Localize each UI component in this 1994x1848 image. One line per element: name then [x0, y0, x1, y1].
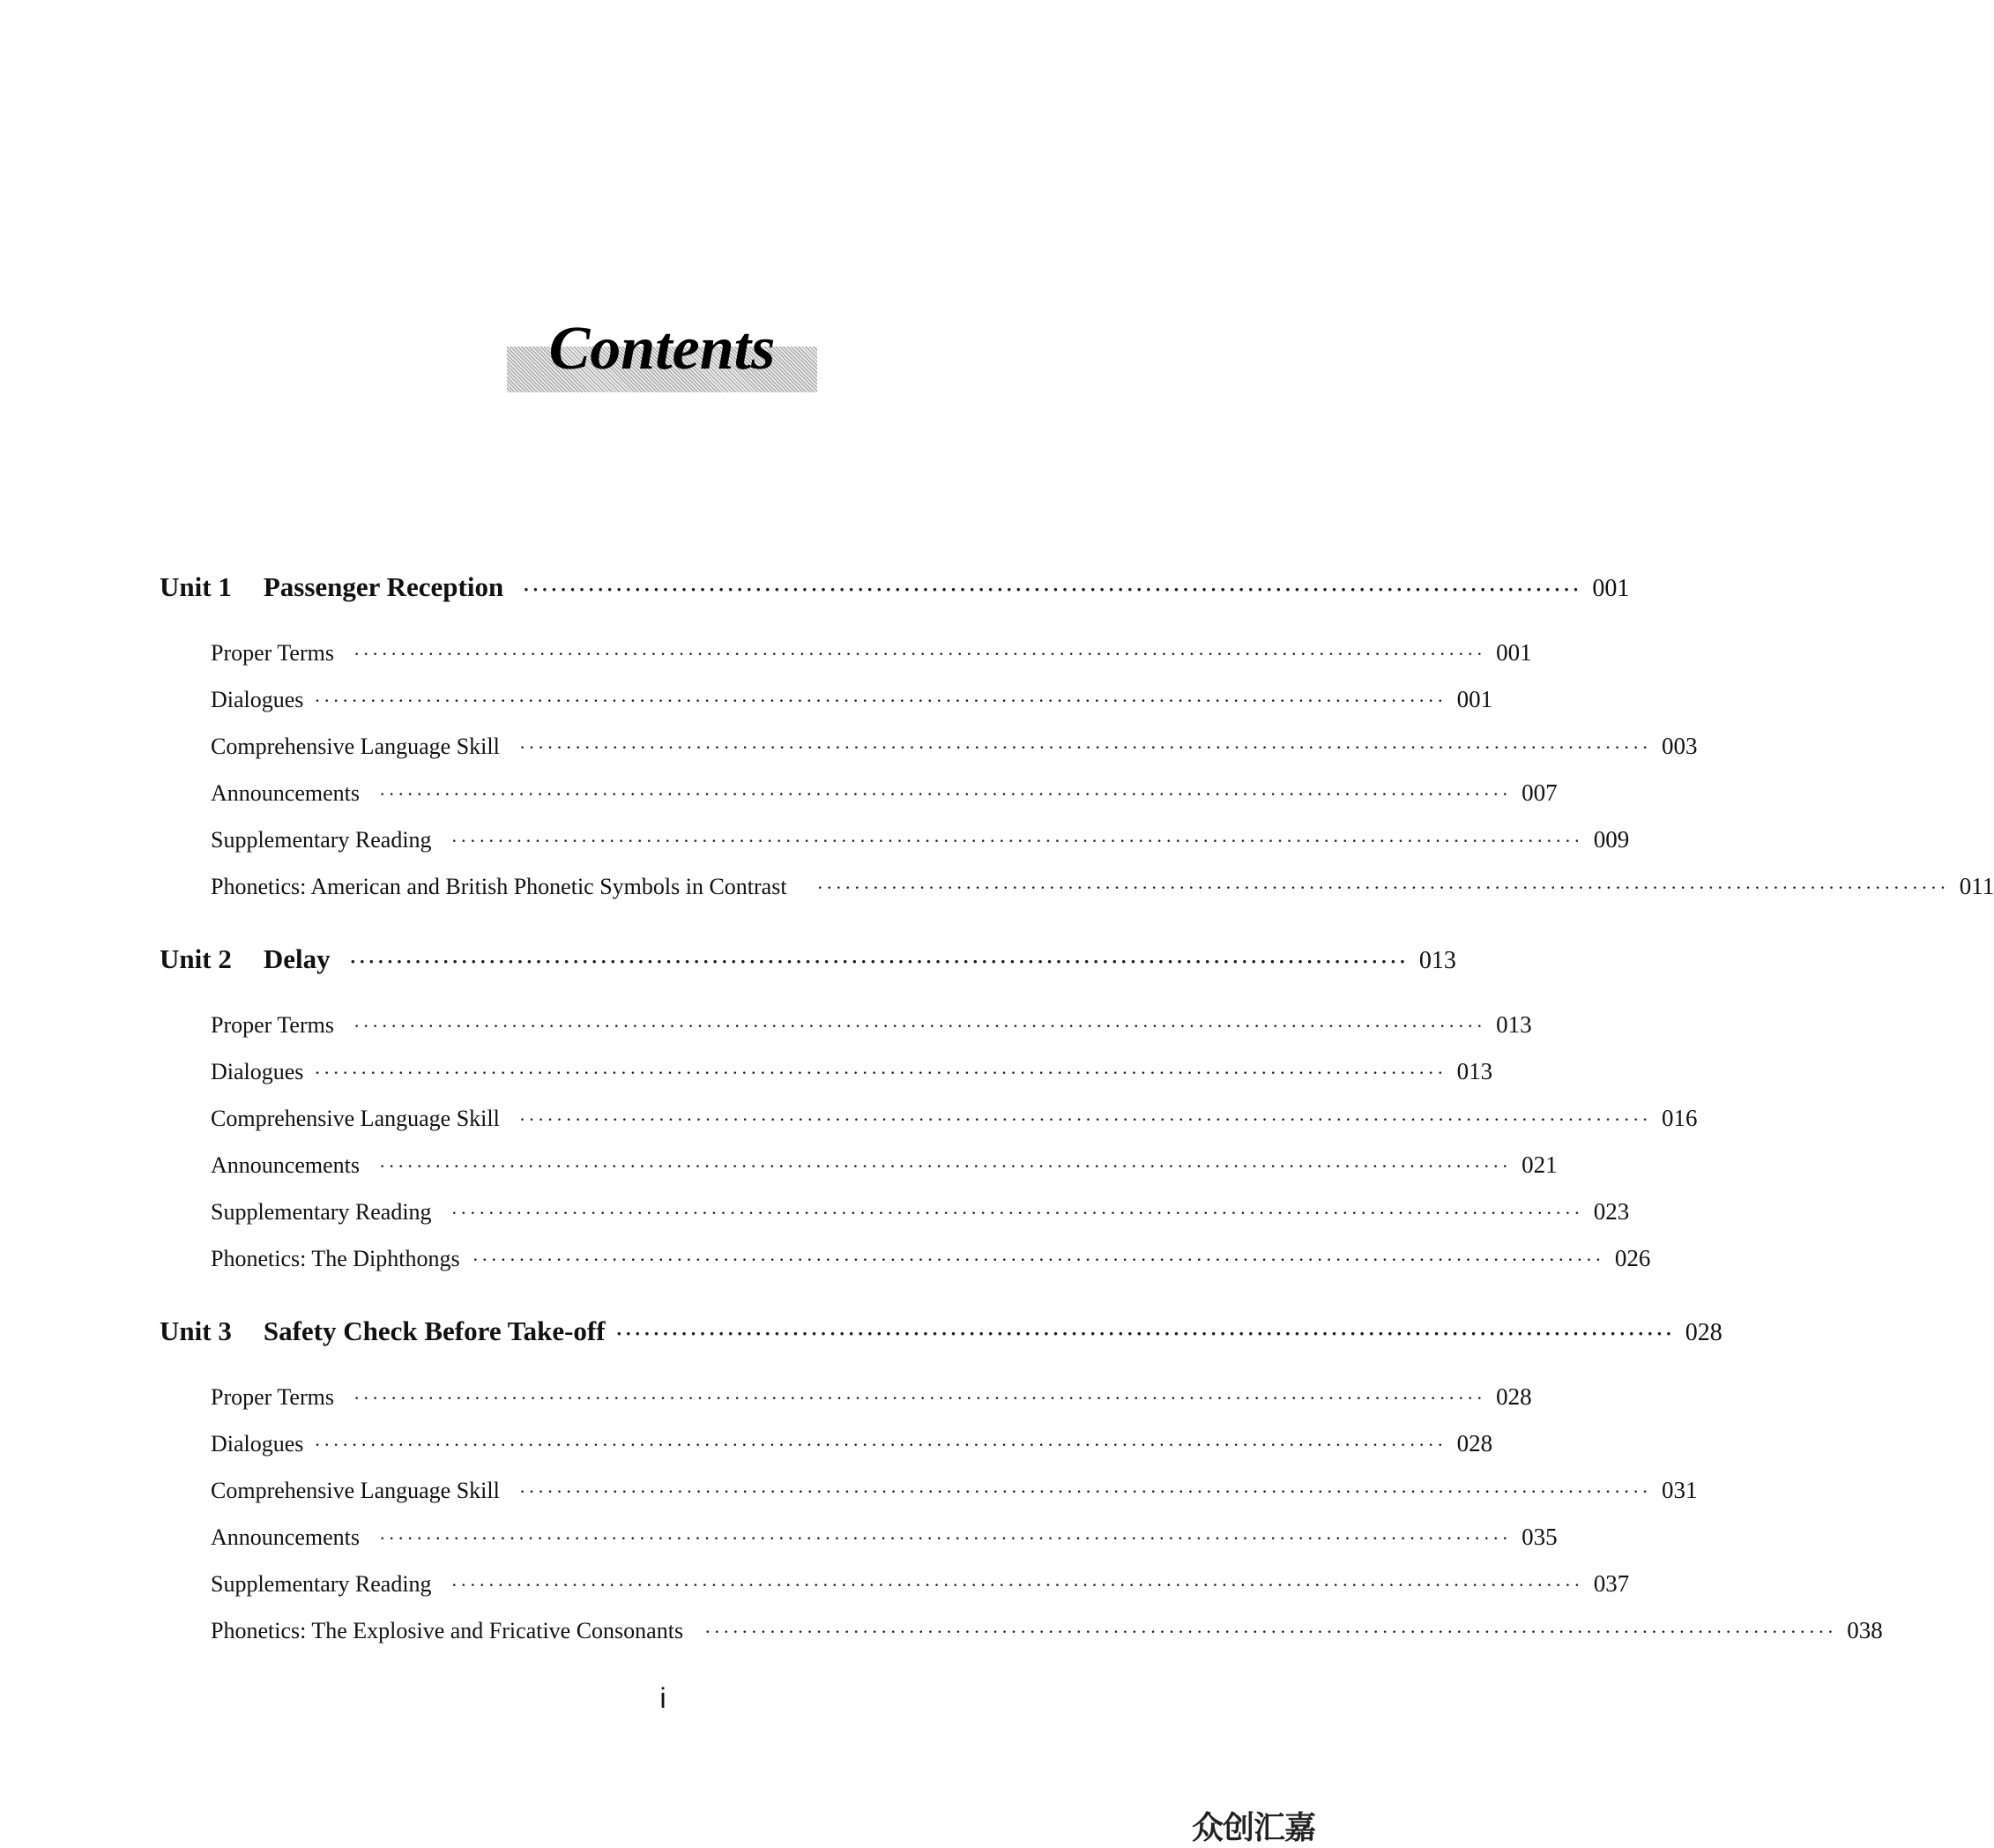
section-label: Dialogues [211, 1431, 304, 1457]
section-label: Comprehensive Language Skill [211, 1106, 500, 1131]
toc-section[interactable] [211, 779, 1558, 807]
section-page-number: 037 [1593, 1570, 1630, 1597]
unit-title: Safety Check Before Take-off [263, 1315, 606, 1346]
dot-leader: ·························································································································· [704, 1621, 1837, 1643]
section-page-number: 001 [1456, 686, 1493, 712]
section-page-number: 028 [1456, 1430, 1493, 1457]
dot-leader: ·························································································································· [314, 689, 1447, 712]
section-page-number: 013 [1496, 1011, 1532, 1038]
section-label: Phonetics: The Diphthongs [211, 1246, 460, 1271]
toc-section[interactable] [211, 1570, 1630, 1598]
section-page-number: 007 [1522, 779, 1558, 806]
toc-unit-1[interactable] [160, 571, 1630, 603]
section-label: Supplementary Reading [211, 1571, 432, 1597]
toc-unit-3[interactable] [160, 1315, 1722, 1347]
page-title: Contents [548, 315, 776, 383]
section-page-number: 009 [1593, 826, 1630, 853]
toc-section[interactable] [211, 1617, 1883, 1644]
dot-leader: ·························································································································· [518, 736, 1652, 758]
unit-page-number: 028 [1685, 1319, 1722, 1346]
toc-section[interactable] [211, 826, 1630, 853]
section-page-number: 028 [1496, 1383, 1532, 1410]
section-page-number: 001 [1496, 639, 1532, 666]
section-page-number: 016 [1662, 1105, 1698, 1131]
dot-leader: ·························································································································· [450, 830, 1583, 852]
toc-section[interactable] [211, 1198, 1630, 1226]
dot-leader: ·························································································································· [353, 1015, 1486, 1037]
dot-leader: ·················································································································· [349, 950, 1409, 972]
section-label: Announcements [211, 1524, 360, 1550]
toc-section[interactable] [211, 1058, 1493, 1085]
dot-leader: ·························································································································· [353, 643, 1486, 665]
dot-leader: ·························································································································· [518, 1108, 1652, 1130]
page-number: i [659, 1682, 666, 1714]
unit-number: Unit 2 [160, 943, 232, 974]
toc-section[interactable] [211, 1105, 1698, 1132]
section-page-number: 023 [1593, 1198, 1630, 1225]
section-label: Announcements [211, 780, 360, 806]
section-label: Announcements [211, 1152, 360, 1178]
dot-leader: ·························································································································· [378, 783, 1512, 805]
section-label: Dialogues [211, 1059, 304, 1084]
section-label: Comprehensive Language Skill [211, 734, 500, 759]
section-label: Supplementary Reading [211, 827, 432, 853]
dot-leader: ·························································································································· [314, 1434, 1447, 1456]
unit-page-number: 001 [1592, 575, 1630, 602]
section-label: Proper Terms [211, 640, 334, 666]
dot-leader: ·························································································································· [816, 876, 1949, 898]
dot-leader: ·················································································································· [615, 1323, 1675, 1345]
dot-leader: ·························································································································· [450, 1202, 1583, 1224]
dot-leader: ·························································································································· [518, 1480, 1652, 1502]
unit-number: Unit 1 [160, 571, 232, 602]
toc-section[interactable] [211, 1430, 1493, 1457]
unit-page-number: 013 [1418, 947, 1456, 974]
toc-section[interactable] [211, 686, 1493, 713]
dot-leader: ·························································································································· [450, 1574, 1583, 1596]
section-label: Phonetics: The Explosive and Fricative Consonants [211, 1618, 684, 1643]
section-page-number: 026 [1614, 1245, 1651, 1271]
dot-leader: ·························································································································· [378, 1527, 1512, 1549]
section-label: Dialogues [211, 687, 304, 712]
toc-section[interactable] [211, 1011, 1532, 1039]
dot-leader: ·························································································································· [314, 1062, 1447, 1084]
section-label: Comprehensive Language Skill [211, 1478, 500, 1503]
section-label: Proper Terms [211, 1012, 334, 1038]
section-page-number: 011 [1959, 873, 1994, 899]
section-label: Phonetics: American and British Phonetic Symbols in Contrast [211, 874, 787, 899]
contents-title-block [507, 317, 817, 392]
dot-leader: ·························································································································· [472, 1248, 1604, 1270]
section-page-number: 003 [1662, 733, 1698, 759]
section-page-number: 038 [1847, 1617, 1883, 1643]
toc-section[interactable] [211, 639, 1532, 667]
unit-number: Unit 3 [160, 1315, 232, 1346]
section-label: Supplementary Reading [211, 1199, 432, 1225]
section-page-number: 031 [1662, 1477, 1698, 1503]
dot-leader: ·························································································································· [378, 1155, 1512, 1177]
dot-leader: ·························································································································· [353, 1387, 1486, 1409]
section-page-number: 021 [1522, 1151, 1558, 1178]
unit-title: Delay [263, 943, 331, 974]
toc-section[interactable] [211, 1245, 1651, 1272]
toc-unit-2[interactable] [160, 943, 1456, 975]
section-page-number: 035 [1522, 1524, 1558, 1550]
toc-section[interactable] [211, 733, 1698, 760]
toc-section[interactable] [211, 873, 1994, 900]
unit-title: Passenger Reception [263, 571, 504, 602]
section-label: Proper Terms [211, 1384, 334, 1410]
watermark-logo: 众创汇嘉 [1192, 1810, 1316, 1846]
toc-section[interactable] [211, 1524, 1558, 1551]
toc-section[interactable] [211, 1477, 1698, 1504]
dot-leader: ·················································································································· [523, 578, 1582, 600]
section-page-number: 013 [1456, 1058, 1493, 1084]
toc-section[interactable] [211, 1383, 1532, 1411]
toc-section[interactable] [211, 1151, 1558, 1179]
